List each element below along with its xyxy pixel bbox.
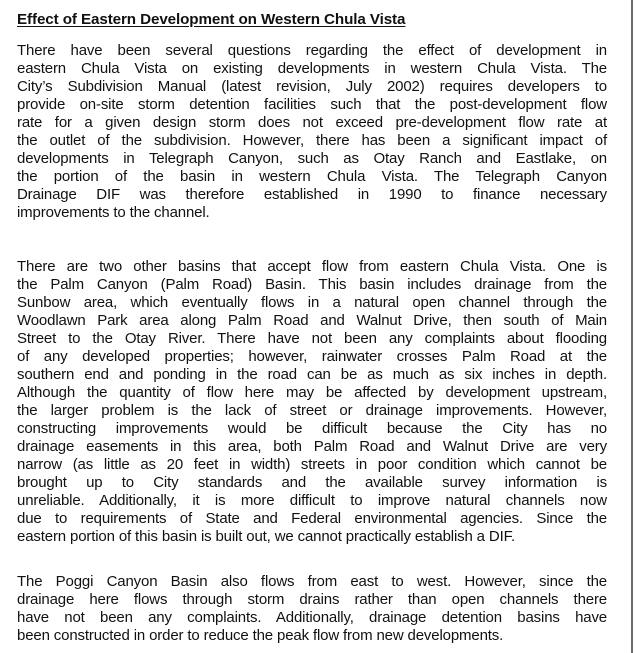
text-line: narrow (as little as 20 feet in width) streets in poor condition which cannot be [17, 456, 607, 473]
text-line: City’s Subdivision Manual (latest revision, July 2002) requires developers to [17, 78, 607, 95]
text-line: been constructed in order to reduce the peak flow from new developments. [17, 627, 504, 644]
text-line: improvements to the channel. [17, 204, 210, 221]
text-line: There have been several questions regarding the effect of development in [17, 42, 607, 59]
paragraph-palm-canyon [17, 258, 607, 546]
text-line: southern end and ponding in the road can be as much as six inches in depth. [17, 366, 607, 383]
text-line: developments in Telegraph Canyon, such as Otay Ranch and Eastlake, on [17, 150, 607, 167]
text-line: Drainage DIF was therefore established in 1990 to finance necessary [17, 186, 607, 203]
paragraph-poggi-canyon [17, 573, 607, 645]
paragraph-telegraph-canyon [17, 42, 607, 222]
text-line: the Palm Canyon (Palm Road) Basin. This basin includes drainage from the [17, 276, 607, 293]
text-line: the portion of the basin in western Chula Vista. The Telegraph Canyon [17, 168, 607, 185]
text-line: due to requirements of State and Federal environmental agencies. Since the [17, 510, 607, 527]
document-title: Effect of Eastern Development on Western Chula Vista [17, 11, 406, 28]
text-line: The Poggi Canyon Basin also flows from east to west. However, since the [17, 573, 607, 590]
text-line: drainage here flows through storm drains rather than open channels there [17, 591, 607, 608]
text-line: There are two other basins that accept flow from eastern Chula Vista. One is [17, 258, 607, 275]
text-line: the larger problem is the lack of street or drainage improvements. However, [17, 402, 607, 419]
scan-edge-rule [631, 0, 633, 653]
text-line: drainage easements in this area, both Palm Road and Walnut Drive are very [17, 438, 607, 455]
text-line: Although the quantity of flow here may be affected by development upstream, [17, 384, 607, 401]
text-line: Sunbow area, which eventually flows in a natural open channel through the [17, 294, 607, 311]
text-line: Street to the Otay River. There have not been any complaints about flooding [17, 330, 607, 347]
text-line: Woodlawn Park area along Palm Road and Walnut Drive, then south of Main [17, 312, 607, 329]
text-line: rate for a given design storm does not exceed pre-development flow rate at [17, 114, 607, 131]
text-line: brought up to City standards and the available survey information is [17, 474, 607, 491]
text-line: the outlet of the subdivision. However, there has been a significant impact of [17, 132, 607, 149]
text-line: constructing improvements would be difficult because the City has no [17, 420, 607, 437]
text-line: eastern Chula Vista on existing developments in western Chula Vista. The [17, 60, 607, 77]
text-line: unreliable. Additionally, it is more difficult to improve natural channels now [17, 492, 607, 509]
text-line: provide on-site storm detention facilities such that the post-development flow [17, 96, 607, 113]
text-line: eastern portion of this basin is built out, we cannot practically establish a DIF. [17, 528, 515, 545]
text-line: of any developed properties; however, rainwater crosses Palm Road at the [17, 348, 607, 365]
text-line: have not been any complaints. Additionally, drainage detention basins have [17, 609, 607, 626]
